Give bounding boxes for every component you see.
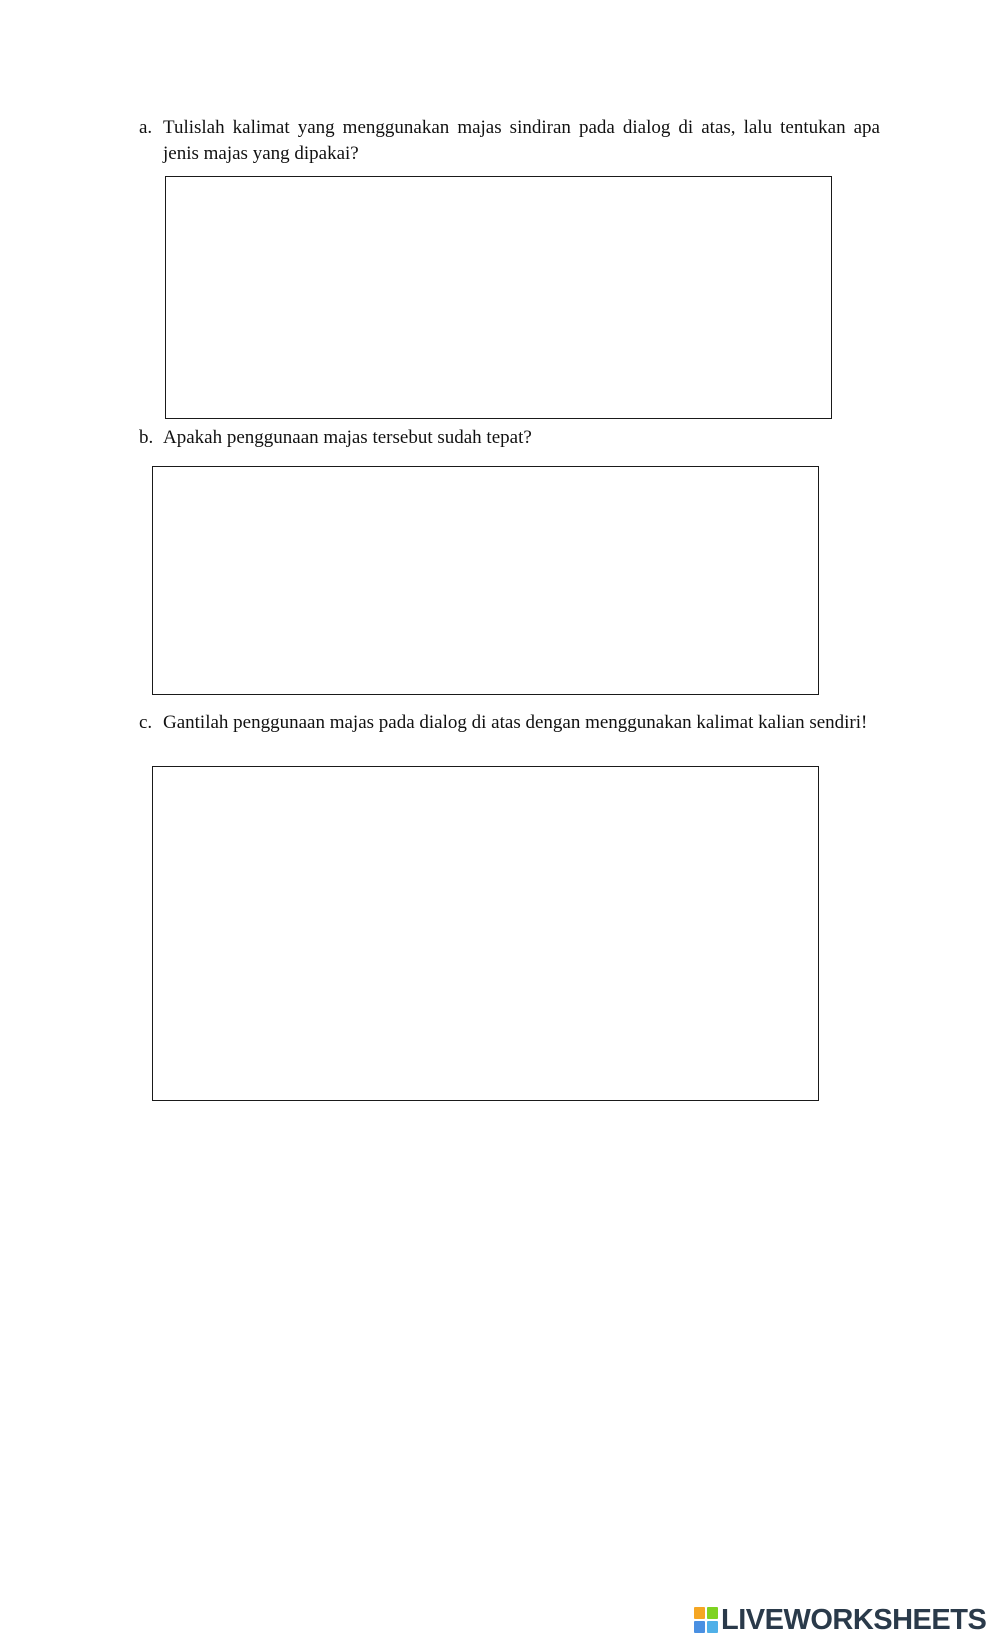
question-text: Tulislah kalimat yang menggunakan majas sindiran pada dialog di atas, lalu tentukan apa jenis majas yang dipakai? xyxy=(163,117,880,164)
question-c xyxy=(139,710,880,736)
logo-square-3 xyxy=(694,1621,705,1633)
question-marker: b. xyxy=(139,427,154,448)
answer-box-b[interactable] xyxy=(152,466,819,695)
logo-square-2 xyxy=(707,1607,718,1619)
question-marker: a. xyxy=(139,117,153,138)
question-b xyxy=(139,425,880,451)
answer-box-c[interactable] xyxy=(152,766,819,1101)
question-text: Apakah penggunaan majas tersebut sudah tepat? xyxy=(163,427,532,448)
liveworksheets-watermark xyxy=(694,1605,986,1635)
logo-square-4 xyxy=(707,1621,718,1633)
question-text: Gantilah penggunaan majas pada dialog di atas dengan menggunakan kalimat kalian sendiri! xyxy=(163,712,868,733)
question-a xyxy=(139,115,880,167)
watermark-text: LIVEWORKSHEETS xyxy=(721,1603,987,1636)
answer-box-a[interactable] xyxy=(165,176,832,419)
question-marker: c. xyxy=(139,712,153,733)
liveworksheets-logo-icon xyxy=(694,1607,718,1633)
logo-square-1 xyxy=(694,1607,705,1619)
